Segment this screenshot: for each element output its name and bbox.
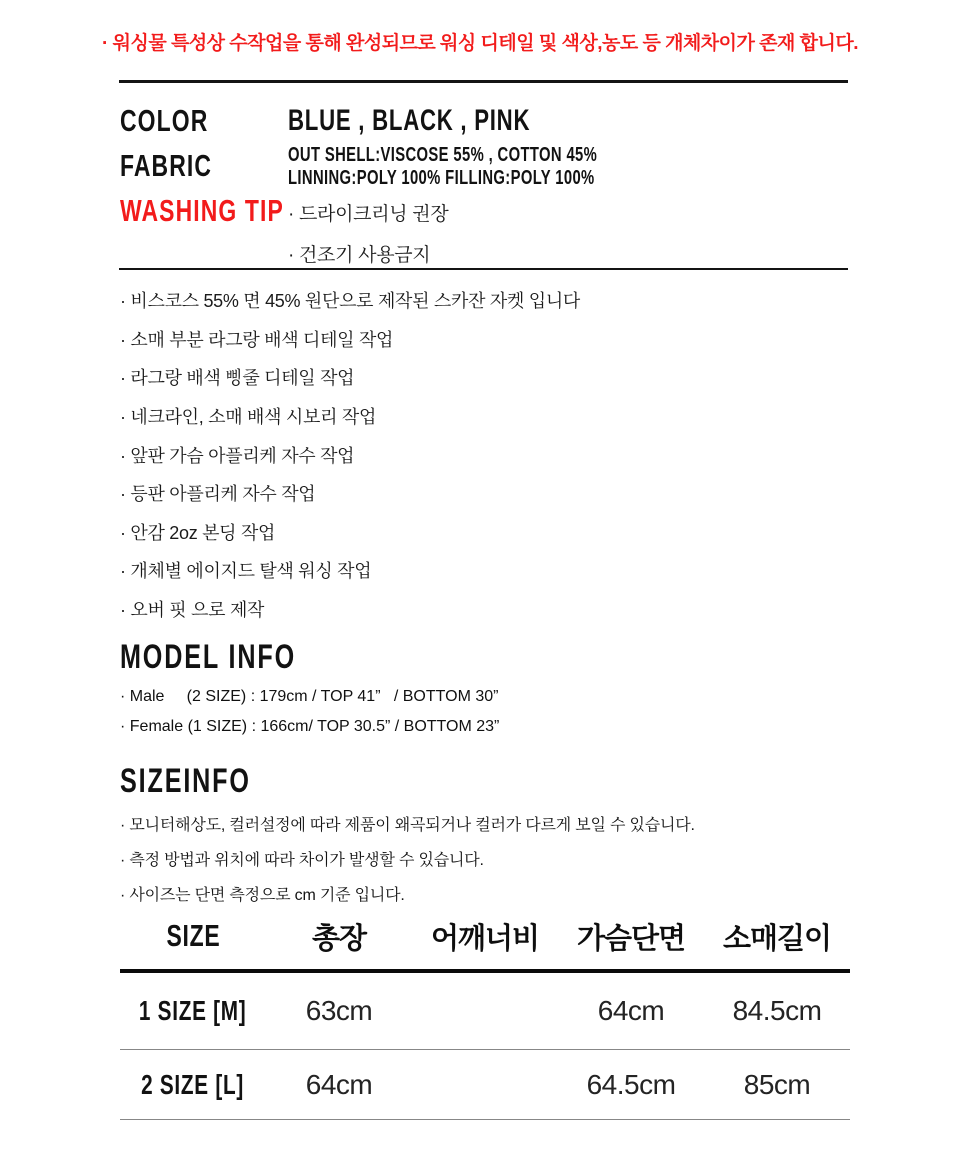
- detail-item: · 안감 2oz 본딩 작업: [120, 522, 276, 543]
- row-label-m: 1 SIZE [M]: [139, 995, 247, 1026]
- detail-item: · 소매 부분 라그랑 배색 디테일 작업: [120, 329, 394, 350]
- fabric-line-2: LINNING:POLY 100% FILLING:POLY 100%: [288, 167, 595, 189]
- washing-tip-1: · 드라이크리닝 권장: [288, 204, 449, 225]
- model-info-lines: [120, 682, 499, 742]
- detail-item: · 앞판 가슴 아플리케 자수 작업: [120, 445, 355, 466]
- product-detail-list: [120, 281, 580, 628]
- washing-tip-label: WASHING TIP: [120, 193, 284, 228]
- detail-item: · 네크라인, 소매 배색 시보리 작업: [120, 407, 377, 428]
- header-chest-width: 가슴단면: [576, 922, 686, 955]
- size-info-notes: [120, 806, 695, 911]
- fabric-label: FABRIC: [120, 148, 213, 183]
- row-label-l: 2 SIZE [L]: [141, 1068, 245, 1100]
- divider-specs: [119, 268, 848, 270]
- size-info-title: SIZEINFO: [120, 762, 251, 800]
- header-total-length: 총장: [311, 922, 367, 955]
- size-note: · 측정 방법과 위치에 따라 차이가 발생할 수 있습니다.: [120, 852, 484, 869]
- detail-item: · 오버 핏 으로 제작: [120, 600, 265, 621]
- washing-notice: · 워싱물 특성상 수작업을 통해 완성되므로 워싱 디테일 및 색상,농도 등 개체차이가 존재 합니다.: [102, 33, 858, 54]
- cell-sleeve-length: 84.5cm: [732, 995, 822, 1026]
- header-shoulder-width: 어깨너비: [430, 922, 540, 955]
- model-info-male: · Male (2 SIZE) : 179cm / TOP 41” / BOTTOM 30”: [120, 688, 499, 705]
- cell-total-length: 63cm: [305, 995, 373, 1026]
- divider-top: [119, 80, 848, 83]
- detail-item: · 개체별 에이지드 탈색 워싱 작업: [120, 561, 372, 582]
- cell-total-length: 64cm: [305, 1068, 373, 1100]
- cell-sleeve-length: 85cm: [743, 1068, 811, 1100]
- washing-tip-2: · 건조기 사용금지: [288, 245, 431, 266]
- fabric-value: [288, 144, 706, 190]
- fabric-line-1: OUT SHELL:VISCOSE 55% , COTTON 45%: [288, 144, 598, 166]
- cell-chest-width: 64cm: [597, 995, 665, 1026]
- size-note: · 사이즈는 단면 측정으로 cm 기준 입니다.: [120, 887, 405, 904]
- cell-chest-width: 64.5cm: [586, 1068, 676, 1100]
- detail-item: · 등판 아플리케 자수 작업: [120, 484, 316, 505]
- model-info-female: · Female (1 SIZE) : 166cm/ TOP 30.5” / BOTTOM 23”: [120, 718, 500, 735]
- detail-item: · 비스코스 55% 면 45% 원단으로 제작된 스카잔 자켓 입니다: [120, 291, 581, 312]
- color-value: BLUE , BLACK , PINK: [288, 104, 531, 137]
- detail-item: · 라그랑 배색 삥줄 디테일 작업: [120, 368, 355, 389]
- size-table-header: [120, 903, 850, 973]
- model-info-title: MODEL INFO: [120, 638, 296, 676]
- table-row: [120, 973, 850, 1050]
- size-table: [120, 903, 850, 1120]
- color-label: COLOR: [120, 103, 209, 138]
- size-note: · 모니터해상도, 컬러설정에 따라 제품이 왜곡되거나 컬러가 다르게 보일 수 있습니다.: [120, 817, 695, 834]
- header-sleeve-length: 소매길이: [722, 922, 832, 955]
- table-row: [120, 1050, 850, 1120]
- header-size: SIZE: [166, 918, 220, 953]
